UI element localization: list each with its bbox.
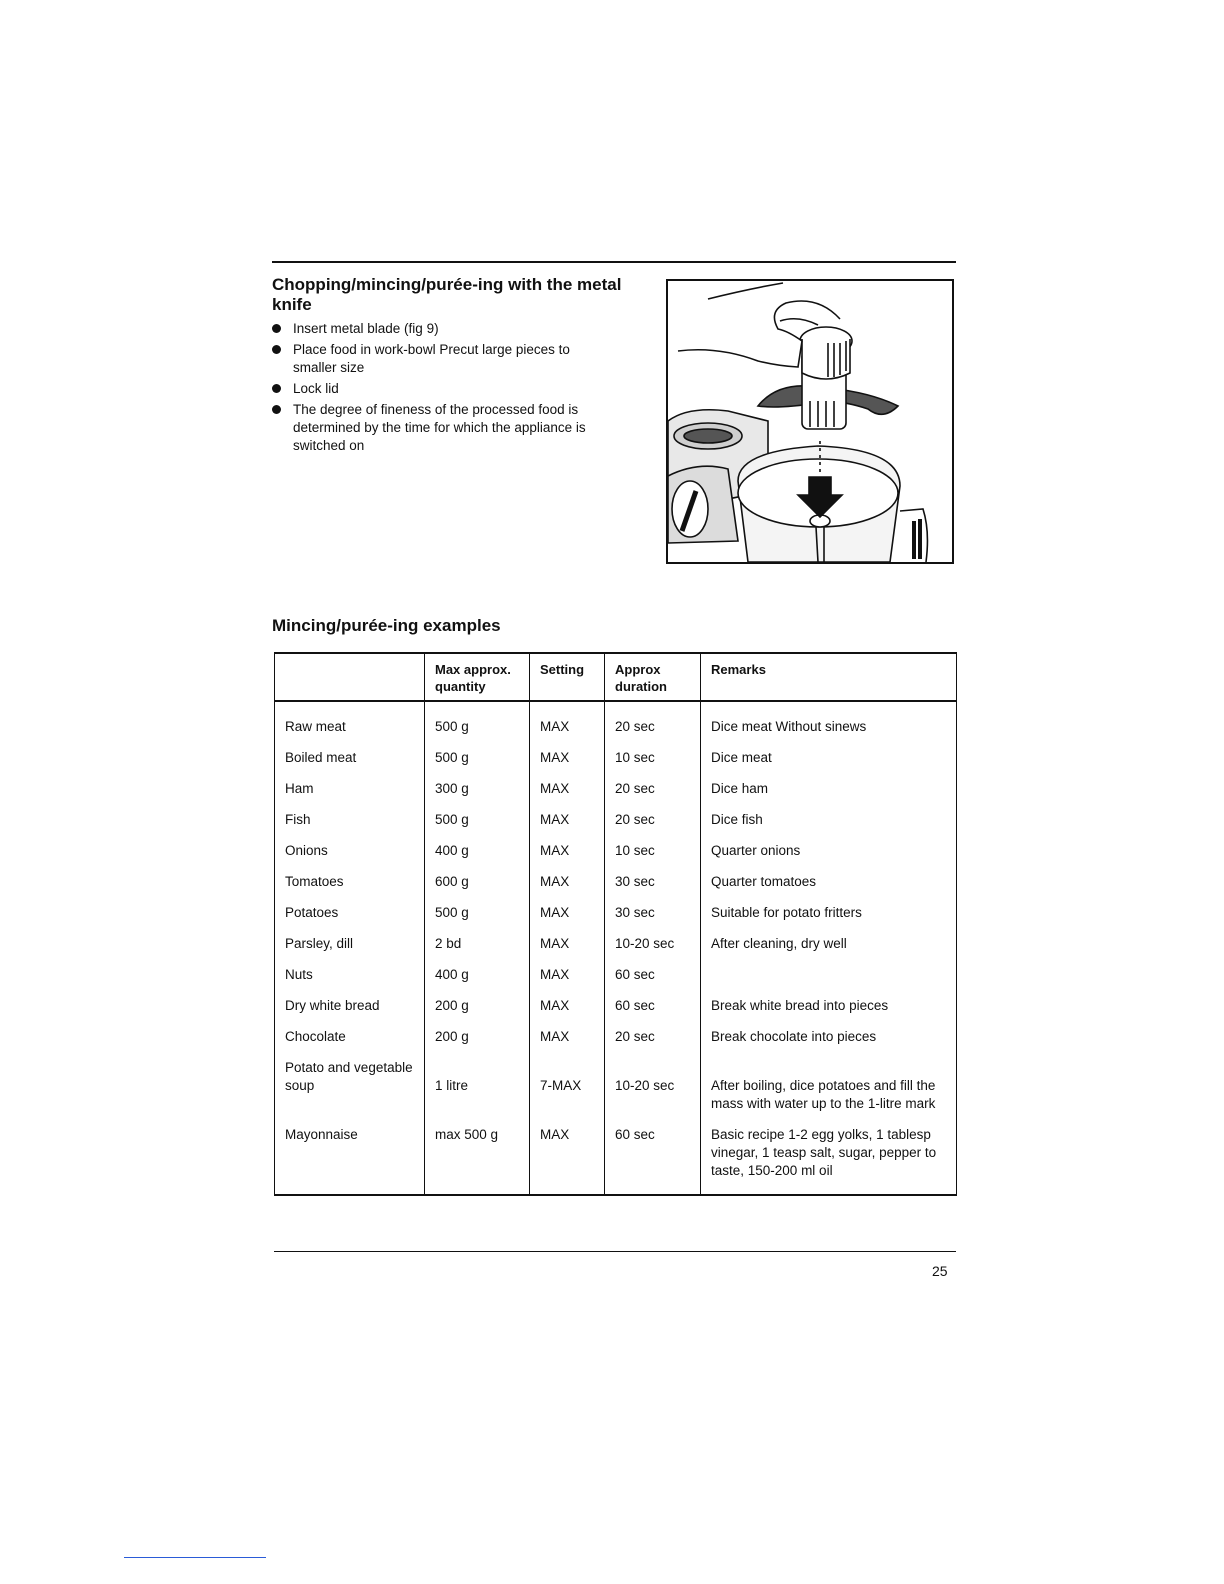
- food-cell: Potatoes: [275, 897, 425, 928]
- setting-cell: MAX: [530, 1021, 605, 1052]
- table-row: [275, 928, 957, 959]
- examples-title: Mincing/purée-ing examples: [272, 616, 501, 635]
- table-row: [275, 959, 957, 990]
- food-cell: Dry white bread: [275, 990, 425, 1021]
- remarks-cell: Dice ham: [701, 773, 957, 804]
- remarks-cell: Suitable for potato fritters: [701, 897, 957, 928]
- quantity-cell: 500 g: [425, 804, 530, 835]
- page-number: 25: [932, 1263, 948, 1279]
- table-row: [275, 804, 957, 835]
- setting-cell: MAX: [530, 959, 605, 990]
- column-header-food: [275, 653, 425, 701]
- remarks-cell: Basic recipe 1-2 egg yolks, 1 tablesp vinegar, 1 teasp salt, sugar, pepper to taste, 150-200 ml oil: [701, 1119, 957, 1195]
- setting-cell: MAX: [530, 1119, 605, 1195]
- quantity-cell: 200 g: [425, 990, 530, 1021]
- food-cell: Parsley, dill: [275, 928, 425, 959]
- quantity-cell: max 500 g: [425, 1119, 530, 1195]
- quantity-cell: 600 g: [425, 866, 530, 897]
- quantity-cell: 500 g: [425, 742, 530, 773]
- table-row: [275, 1021, 957, 1052]
- table-row: [275, 990, 957, 1021]
- list-item: [272, 320, 617, 338]
- remarks-cell: Quarter onions: [701, 835, 957, 866]
- setting-cell: MAX: [530, 835, 605, 866]
- setting-cell: MAX: [530, 773, 605, 804]
- bullet-icon: [272, 405, 281, 414]
- footer-link-underline: [124, 1557, 266, 1558]
- setting-cell: MAX: [530, 928, 605, 959]
- bullet-icon: [272, 345, 281, 354]
- remarks-cell: Break chocolate into pieces: [701, 1021, 957, 1052]
- table-row: [275, 866, 957, 897]
- duration-cell: 60 sec: [605, 990, 701, 1021]
- duration-cell: 20 sec: [605, 773, 701, 804]
- list-item: [272, 401, 617, 455]
- table-row: [275, 773, 957, 804]
- column-header-remarks: Remarks: [701, 653, 957, 701]
- quantity-cell: 2 bd: [425, 928, 530, 959]
- table-header-row: [275, 653, 957, 701]
- table-row: [275, 742, 957, 773]
- list-item-text: Lock lid: [293, 381, 339, 396]
- setting-cell: 7-MAX: [530, 1052, 605, 1119]
- food-cell: Ham: [275, 773, 425, 804]
- duration-cell: 60 sec: [605, 959, 701, 990]
- food-cell: Mayonnaise: [275, 1119, 425, 1195]
- food-cell: Chocolate: [275, 1021, 425, 1052]
- list-item: [272, 380, 617, 398]
- food-cell: Tomatoes: [275, 866, 425, 897]
- remarks-cell: After boiling, dice potatoes and fill the mass with water up to the 1-litre mark: [701, 1052, 957, 1119]
- quantity-cell: 500 g: [425, 897, 530, 928]
- instruction-list: [272, 320, 617, 458]
- duration-cell: 20 sec: [605, 1021, 701, 1052]
- duration-cell: 10 sec: [605, 742, 701, 773]
- setting-cell: MAX: [530, 866, 605, 897]
- table-row: [275, 835, 957, 866]
- remarks-cell: Dice meat Without sinews: [701, 701, 957, 742]
- duration-cell: 20 sec: [605, 804, 701, 835]
- column-header-duration: Approx duration: [605, 653, 701, 701]
- setting-cell: MAX: [530, 804, 605, 835]
- food-cell: Boiled meat: [275, 742, 425, 773]
- quantity-cell: 500 g: [425, 701, 530, 742]
- list-item-text: The degree of fineness of the processed food is determined by the time for which the appliance is switched on: [293, 402, 586, 453]
- remarks-cell: [701, 959, 957, 990]
- food-cell: Onions: [275, 835, 425, 866]
- metal-blade-illustration: [666, 279, 954, 564]
- remarks-cell: After cleaning, dry well: [701, 928, 957, 959]
- food-cell: Potato and vegetable soup: [275, 1052, 425, 1119]
- quantity-cell: 200 g: [425, 1021, 530, 1052]
- bullet-icon: [272, 384, 281, 393]
- column-header-quantity: Max approx. quantity: [425, 653, 530, 701]
- table-row: [275, 1119, 957, 1195]
- top-rule: [272, 261, 956, 263]
- quantity-cell: 1 litre: [425, 1052, 530, 1119]
- table-body: [275, 701, 957, 1195]
- duration-cell: 30 sec: [605, 866, 701, 897]
- list-item: [272, 341, 617, 377]
- remarks-cell: Dice fish: [701, 804, 957, 835]
- column-header-setting: Setting: [530, 653, 605, 701]
- section-title: Chopping/mincing/purée-ing with the metal knife: [272, 275, 622, 314]
- setting-cell: MAX: [530, 990, 605, 1021]
- duration-cell: 20 sec: [605, 701, 701, 742]
- quantity-cell: 400 g: [425, 959, 530, 990]
- food-cell: Raw meat: [275, 701, 425, 742]
- food-cell: Nuts: [275, 959, 425, 990]
- table-row: [275, 897, 957, 928]
- duration-cell: 10-20 sec: [605, 928, 701, 959]
- duration-cell: 30 sec: [605, 897, 701, 928]
- quantity-cell: 400 g: [425, 835, 530, 866]
- examples-table: [274, 652, 957, 1196]
- duration-cell: 10 sec: [605, 835, 701, 866]
- food-cell: Fish: [275, 804, 425, 835]
- duration-cell: 10-20 sec: [605, 1052, 701, 1119]
- table-row: [275, 701, 957, 742]
- remarks-cell: Quarter tomatoes: [701, 866, 957, 897]
- bullet-icon: [272, 324, 281, 333]
- list-item-text: Insert metal blade (fig 9): [293, 321, 439, 336]
- setting-cell: MAX: [530, 897, 605, 928]
- duration-cell: 60 sec: [605, 1119, 701, 1195]
- bottom-rule: [274, 1251, 956, 1252]
- quantity-cell: 300 g: [425, 773, 530, 804]
- remarks-cell: Dice meat: [701, 742, 957, 773]
- table-row: [275, 1052, 957, 1119]
- remarks-cell: Break white bread into pieces: [701, 990, 957, 1021]
- setting-cell: MAX: [530, 742, 605, 773]
- setting-cell: MAX: [530, 701, 605, 742]
- list-item-text: Place food in work-bowl Precut large pieces to smaller size: [293, 342, 570, 375]
